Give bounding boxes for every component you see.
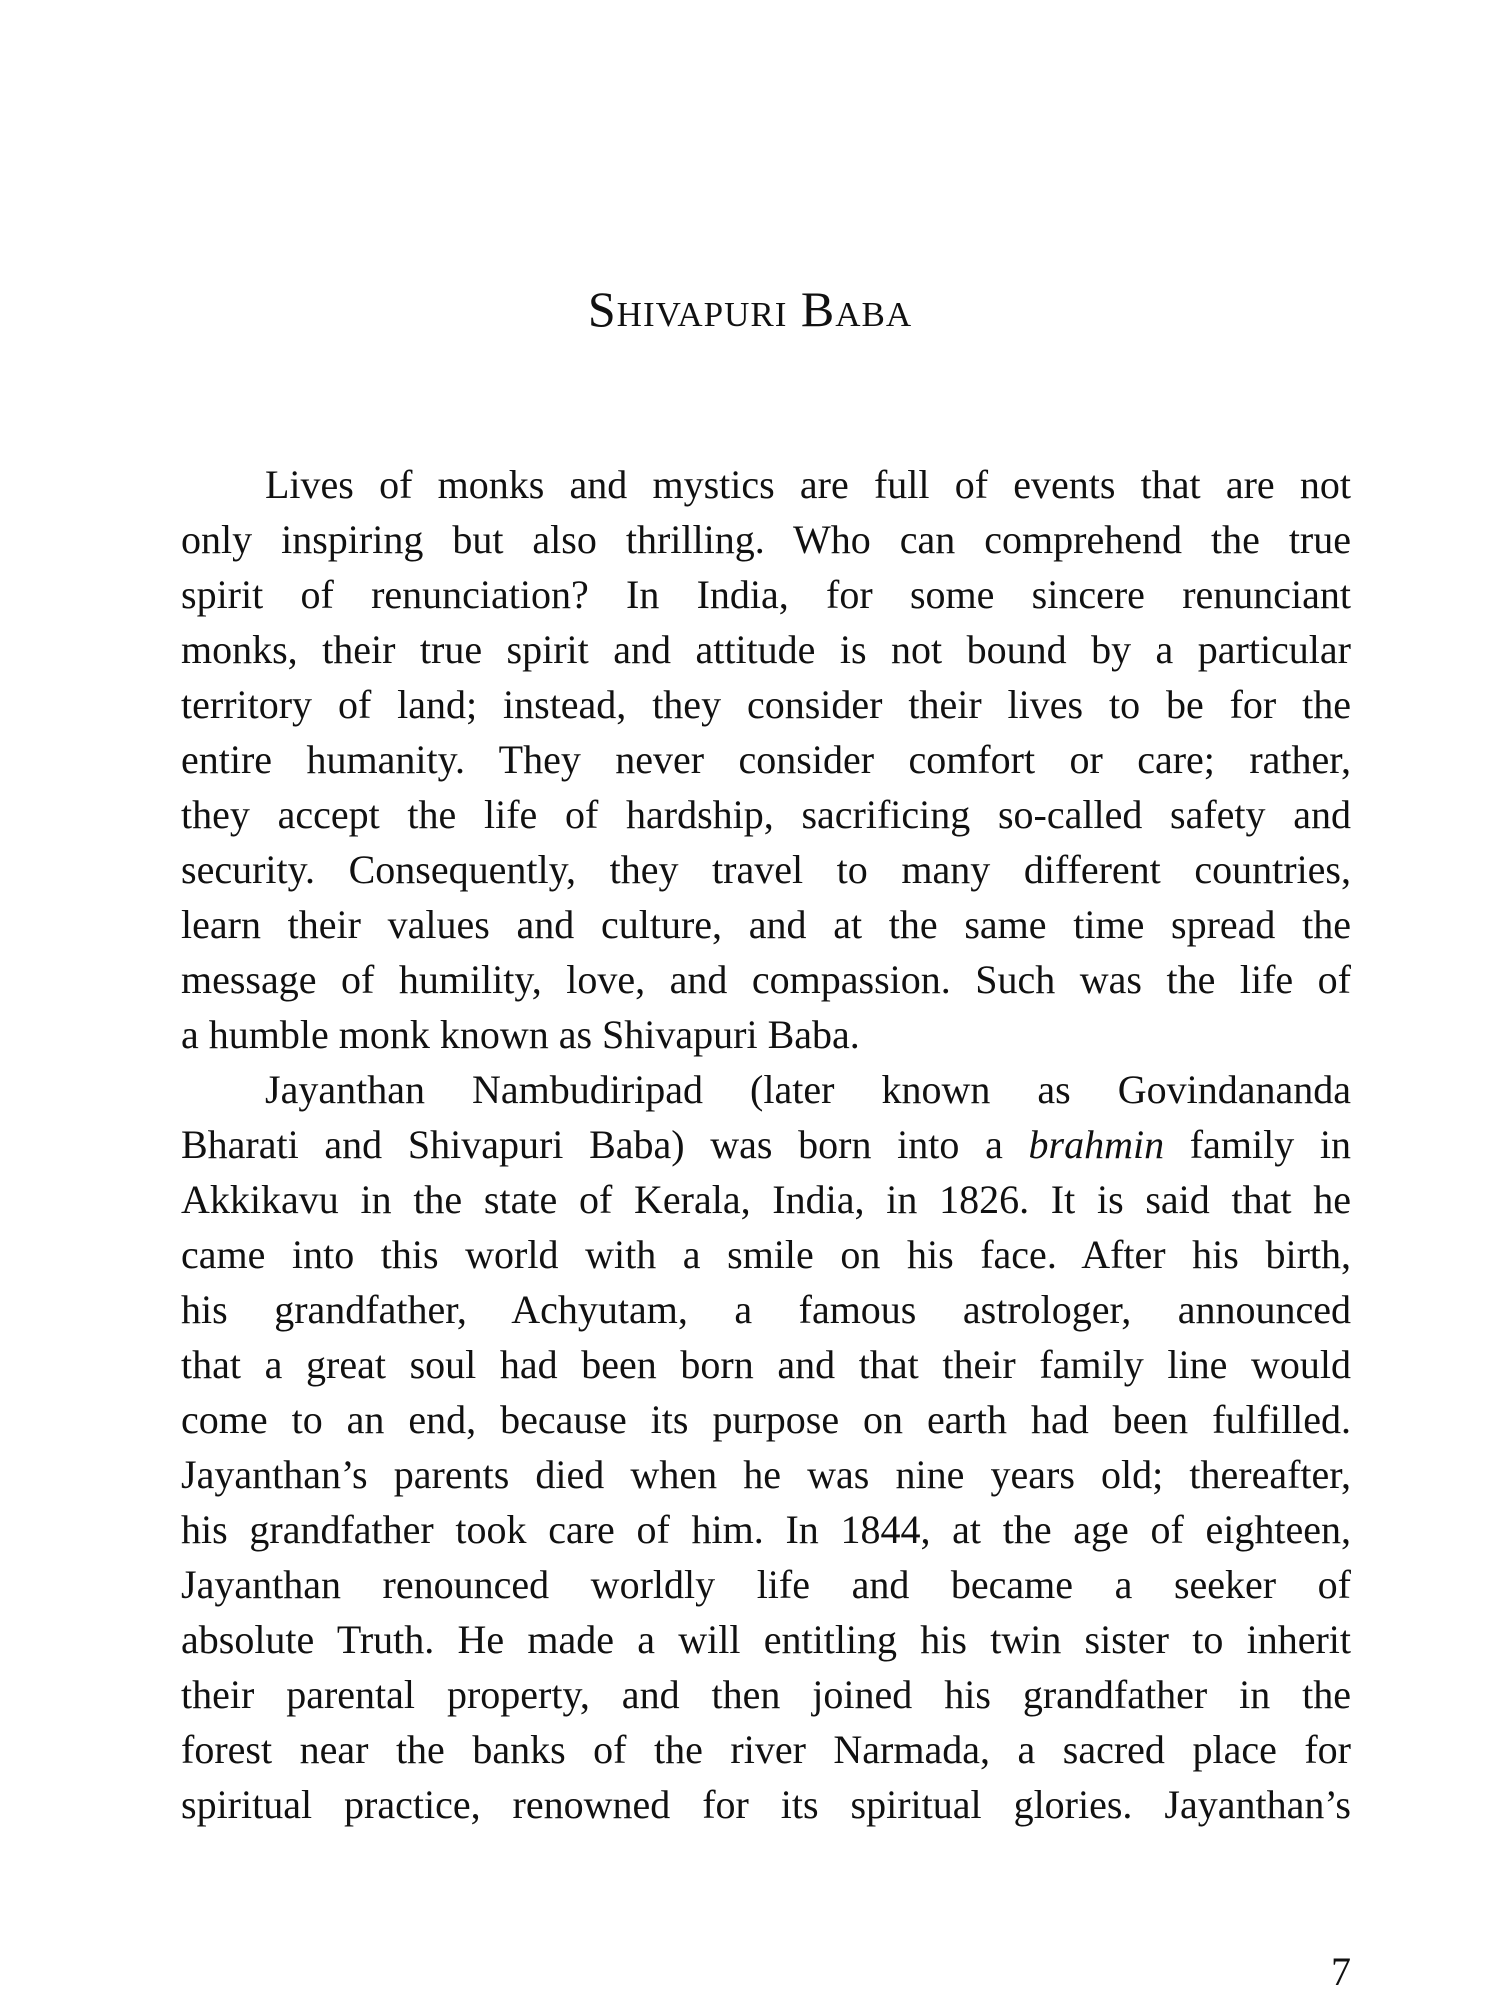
text-line: came into this world with a smile on his face. After his birth,: [181, 1232, 1351, 1277]
text-line: his grandfather took care of him. In 1844, at the age of eighteen,: [181, 1507, 1351, 1552]
text-line: Bharati and Shivapuri Baba) was born into a brahmin family in: [181, 1122, 1351, 1167]
text-line: their parental property, and then joined his grandfather in the: [181, 1672, 1351, 1717]
text-line: they accept the life of hardship, sacrificing so-called safety and: [181, 792, 1351, 837]
body-text: [181, 457, 1351, 1832]
text-line: only inspiring but also thrilling. Who can comprehend the true: [181, 517, 1351, 562]
text-line: Lives of monks and mystics are full of events that are not: [265, 462, 1351, 507]
text-line: monks, their true spirit and attitude is not bound by a particular: [181, 627, 1351, 672]
text-line: Akkikavu in the state of Kerala, India, in 1826. It is said that he: [181, 1177, 1351, 1222]
text-line: spiritual practice, renowned for its spiritual glories. Jayanthan’s: [181, 1782, 1351, 1827]
text-line: Jayanthan’s parents died when he was nine years old; thereafter,: [181, 1452, 1351, 1497]
text-line: that a great soul had been born and that their family line would: [181, 1342, 1351, 1387]
text-line: security. Consequently, they travel to many different countries,: [181, 847, 1351, 892]
text-line: learn their values and culture, and at the same time spread the: [181, 902, 1351, 947]
page-number: 7: [1331, 1949, 1351, 1994]
text-line: come to an end, because its purpose on earth had been fulfilled.: [181, 1397, 1351, 1442]
text-line: absolute Truth. He made a will entitling his twin sister to inherit: [181, 1617, 1351, 1662]
text-line: a humble monk known as Shivapuri Baba.: [181, 1012, 860, 1057]
text-line: message of humility, love, and compassion. Such was the life of: [181, 957, 1351, 1002]
text-line: territory of land; instead, they consider their lives to be for the: [181, 682, 1351, 727]
text-line: Jayanthan Nambudiripad (later known as Govindananda: [265, 1067, 1351, 1112]
text-line: entire humanity. They never consider comfort or care; rather,: [181, 737, 1351, 782]
text-line: forest near the banks of the river Narmada, a sacred place for: [181, 1727, 1351, 1772]
text-line: his grandfather, Achyutam, a famous astrologer, announced: [181, 1287, 1351, 1332]
text-line: Jayanthan renounced worldly life and became a seeker of: [181, 1562, 1351, 1607]
text-line: spirit of renunciation? In India, for some sincere renunciant: [181, 572, 1351, 617]
chapter-title: Shivapuri Baba: [587, 281, 913, 337]
